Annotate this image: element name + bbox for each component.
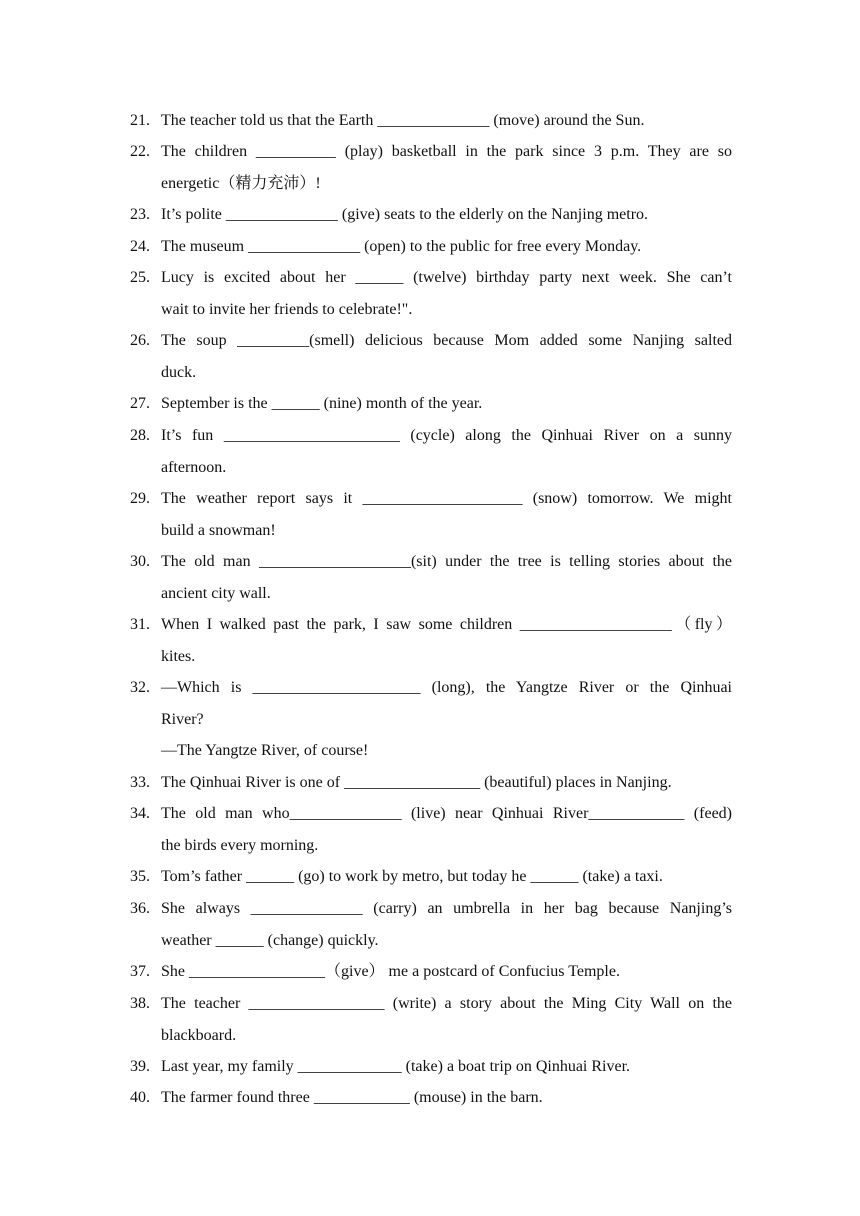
question-text: Lucy is excited about her ______ (twelve) birthday party next week. She can’t [161, 269, 732, 286]
question-text-continued: weather ______ (change) quickly. [161, 931, 379, 949]
question-text-continued: wait to invite her friends to celebrate!". [161, 300, 413, 318]
question-text-continued: kites. [161, 647, 196, 665]
answer-dialogue: —The Yangtze River, of course! [161, 742, 369, 759]
question-number: 31. [130, 616, 150, 633]
question-30 [130, 546, 732, 609]
question-26 [130, 325, 732, 388]
question-number: 29. [130, 490, 150, 507]
question-37 [130, 956, 732, 988]
question-text: She _________________（give） me a postcard of Confucius Temple. [161, 963, 620, 980]
question-text: Tom’s father ______ (go) to work by metro, but today he ______ (take) a taxi. [161, 868, 663, 885]
question-number: 40. [130, 1089, 150, 1106]
question-text: The teacher told us that the Earth ______________ (move) around the Sun. [161, 112, 645, 129]
question-text: It’s polite ______________ (give) seats to the elderly on the Nanjing metro. [161, 206, 649, 223]
question-text-continued: River? [161, 710, 204, 728]
question-number: 39. [130, 1058, 150, 1075]
question-25 [130, 262, 732, 325]
question-number: 35. [130, 868, 150, 885]
question-number: 28. [130, 427, 150, 444]
question-text: She always ______________ (carry) an umbrella in her bag because Nanjing’s [161, 900, 732, 917]
question-number: 23. [130, 206, 150, 223]
question-21 [130, 105, 732, 137]
question-text: When I walked past the park, I saw some children ___________________（fly） [161, 616, 732, 633]
question-text-continued: duck. [161, 363, 197, 381]
question-34 [130, 798, 732, 861]
question-text: September is the ______ (nine) month of the year. [161, 395, 483, 412]
question-text: The soup _________(smell) delicious because Mom added some Nanjing salted [161, 332, 732, 349]
question-text: The children __________ (play) basketball in the park since 3 p.m. They are so [161, 143, 732, 160]
question-22 [130, 136, 732, 199]
question-29 [130, 483, 732, 546]
question-33 [130, 767, 732, 799]
question-text-continued: the birds every morning. [161, 836, 319, 854]
question-number: 34. [130, 805, 150, 822]
question-35 [130, 861, 732, 893]
question-text: The Qinhuai River is one of _________________ (beautiful) places in Nanjing. [161, 774, 672, 791]
question-28 [130, 420, 732, 483]
question-36 [130, 893, 732, 956]
question-text: The museum ______________ (open) to the public for free every Monday. [161, 238, 642, 255]
question-number: 24. [130, 238, 150, 255]
question-27 [130, 388, 732, 420]
question-40 [130, 1082, 732, 1114]
question-text-continued: afternoon. [161, 458, 227, 476]
question-number: 22. [130, 143, 150, 160]
question-text-continued: ancient city wall. [161, 584, 271, 602]
question-text: The farmer found three ____________ (mouse) in the barn. [161, 1089, 543, 1106]
question-text-continued: build a snowman! [161, 521, 276, 539]
question-text: The old man who______________ (live) near Qinhuai River____________ (feed) [161, 805, 732, 822]
question-number: 32. [130, 679, 150, 696]
question-text: The weather report says it ____________________ (snow) tomorrow. We might [161, 490, 732, 507]
question-number: 30. [130, 553, 150, 570]
question-text-continued: energetic（精力充沛）! [161, 174, 321, 192]
question-number: 21. [130, 112, 150, 129]
question-number: 36. [130, 900, 150, 917]
question-text: —Which is _____________________ (long), the Yangtze River or the Qinhuai [161, 679, 732, 696]
question-text: Last year, my family _____________ (take) a boat trip on Qinhuai River. [161, 1058, 631, 1075]
question-number: 26. [130, 332, 150, 349]
question-24 [130, 231, 732, 263]
question-number: 27. [130, 395, 150, 412]
question-text: The teacher _________________ (write) a story about the Ming City Wall on the [161, 995, 732, 1012]
question-text: It’s fun ______________________ (cycle) along the Qinhuai River on a sunny [161, 427, 732, 444]
question-text-continued: blackboard. [161, 1026, 237, 1044]
question-32 [130, 672, 732, 767]
question-31 [130, 609, 732, 672]
question-text: The old man ___________________(sit) under the tree is telling stories about the [161, 553, 732, 570]
question-number: 37. [130, 963, 150, 980]
question-38 [130, 988, 732, 1051]
question-39 [130, 1051, 732, 1083]
question-23 [130, 199, 732, 231]
question-number: 33. [130, 774, 150, 791]
question-number: 38. [130, 995, 150, 1012]
question-number: 25. [130, 269, 150, 286]
